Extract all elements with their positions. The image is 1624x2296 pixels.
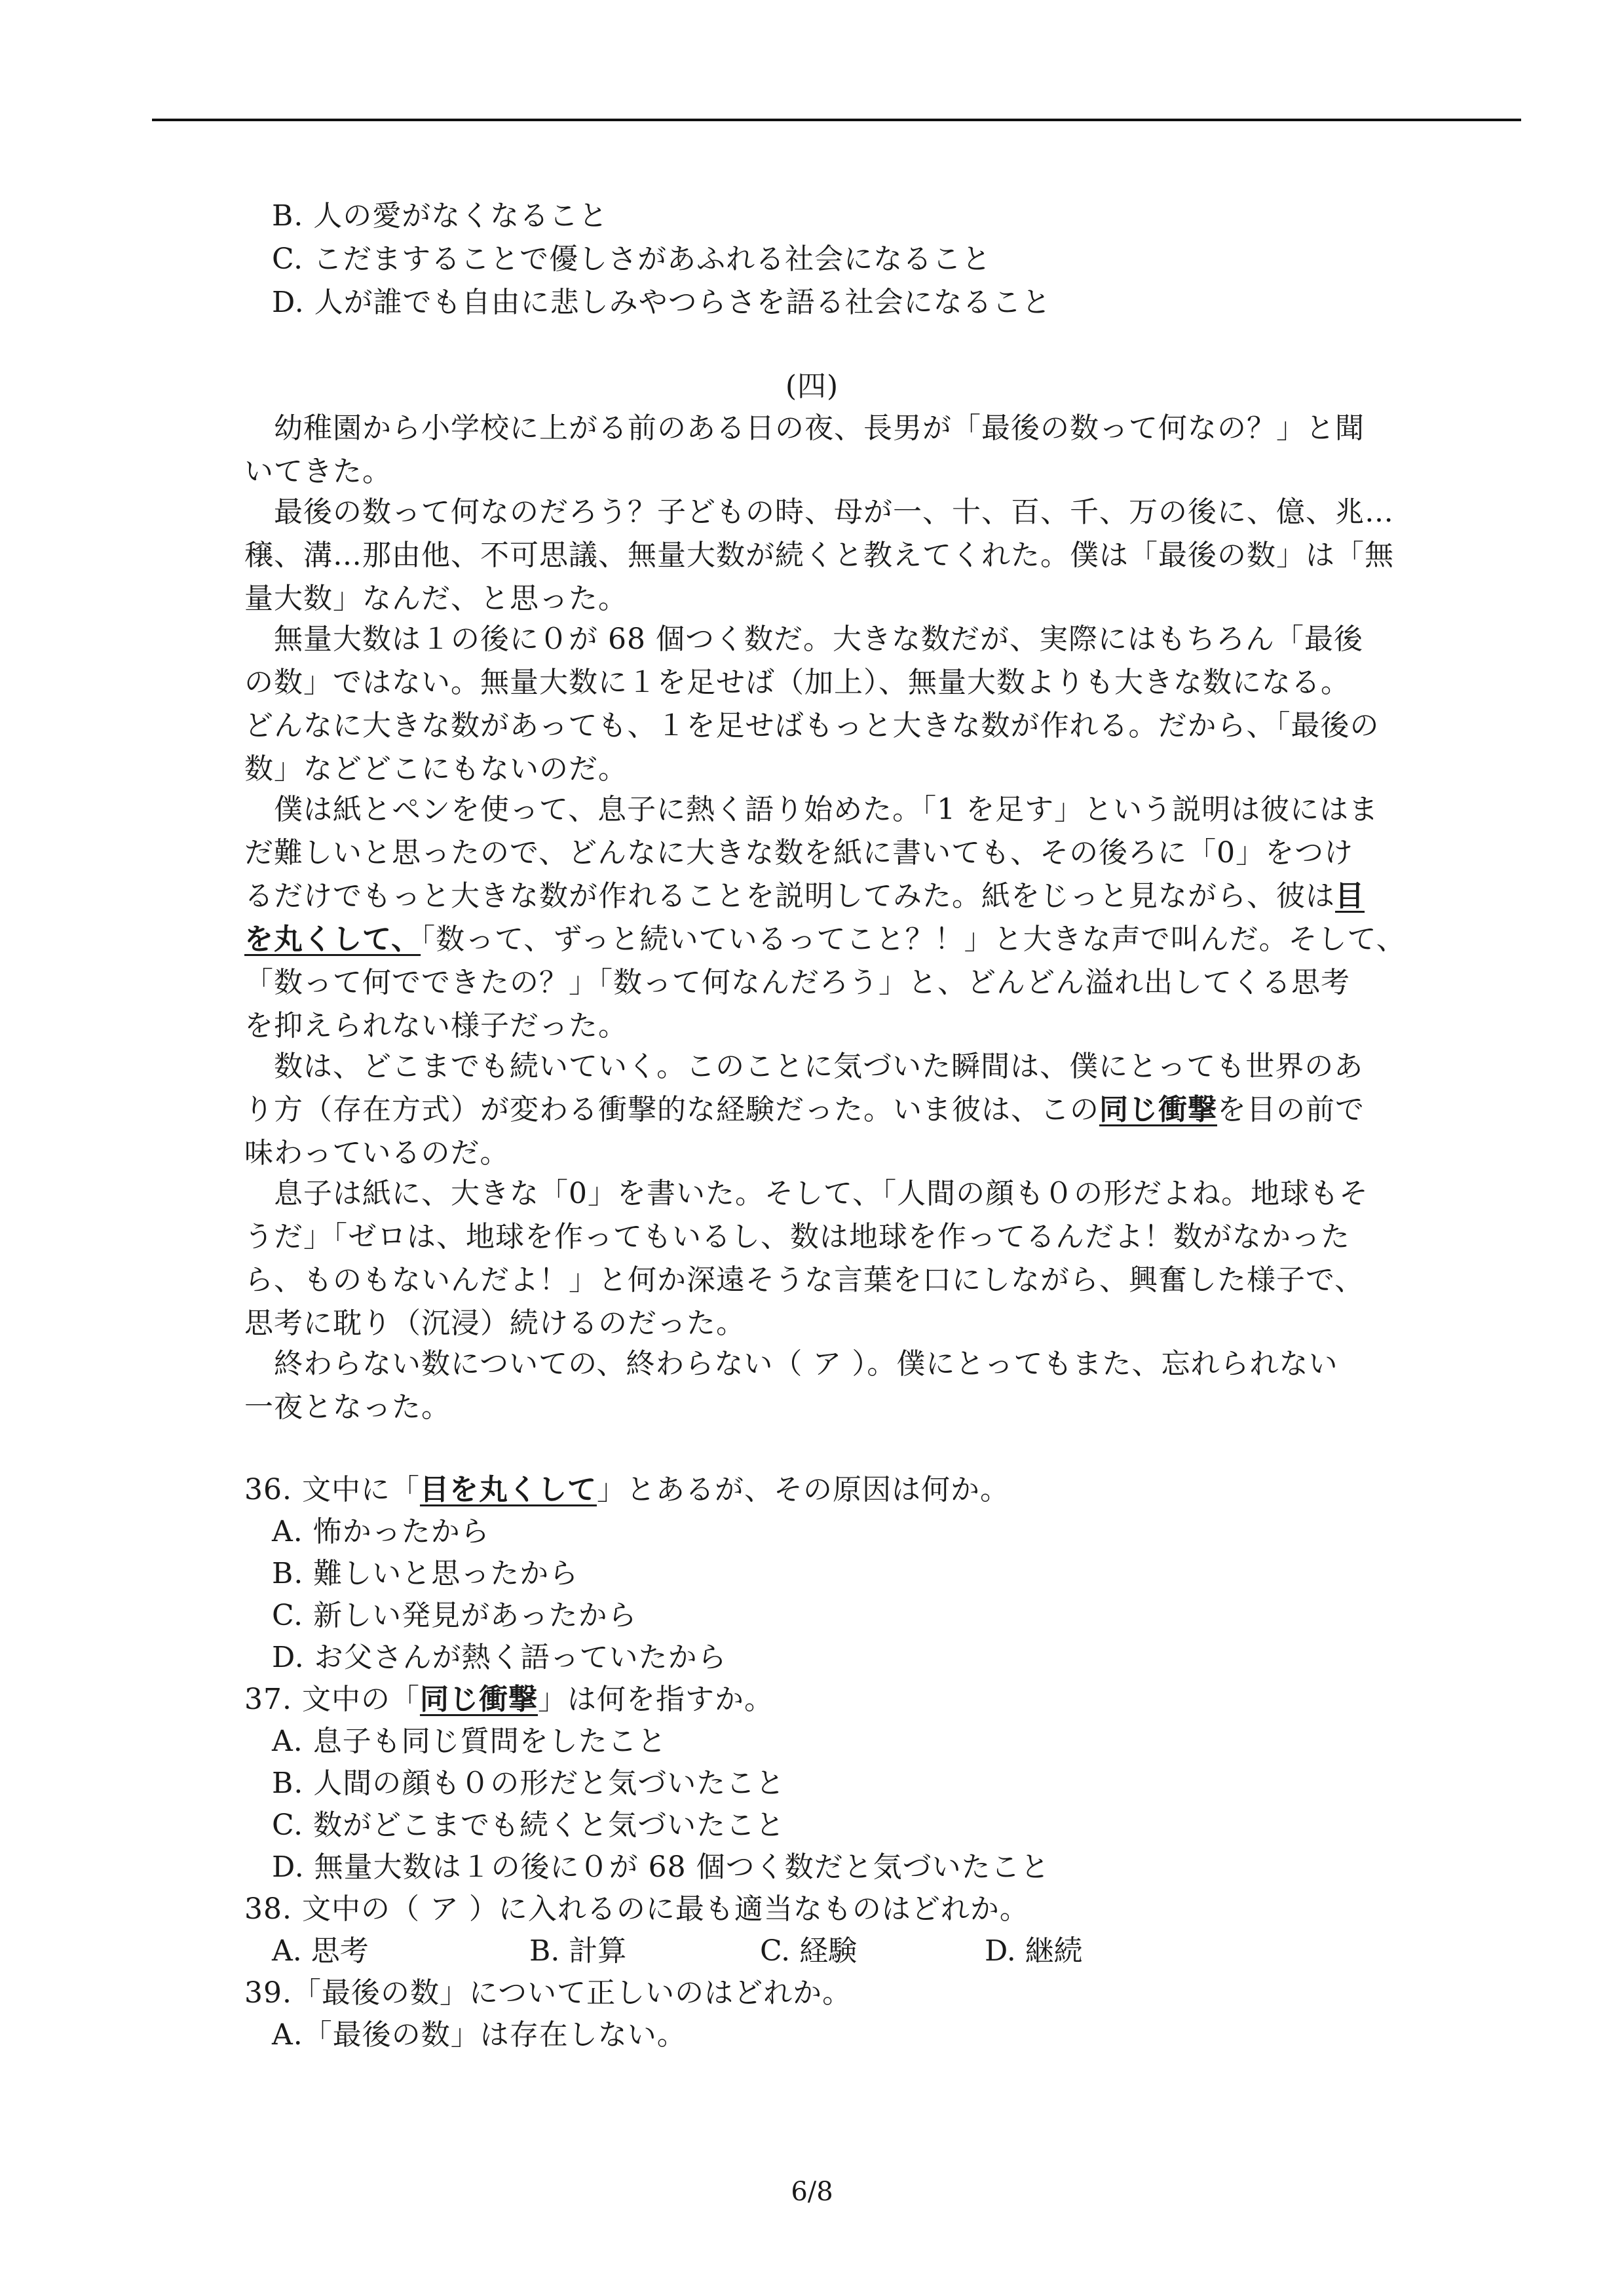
underlined-phrase: 目 [1335,879,1365,913]
q38-option-d[interactable]: D. 継続 [985,1934,1083,1968]
q39-option-a[interactable]: A.「最後の数」は存在しない。 [272,2018,687,2052]
passage-line [244,1090,1365,1130]
header-rule [152,119,1521,121]
passage-line: 「数って何でできたの？」「数って何なんだろう」と、どんどん溢れ出してくる思考 [244,966,1350,999]
passage-line: を抑えられない様子だった。 [244,1009,628,1043]
underlined-phrase: 目を丸くして [419,1473,597,1506]
q37-option-d[interactable]: D. 無量大数は１の後に０が 68 個つく数だと気づいたこと [272,1850,1050,1884]
question-text: 37. 文中の「 [244,1683,420,1716]
passage-text: るだけでもっと大きな数が作れることを説明してみた。紙をじっと見ながら、彼は [244,879,1335,913]
passage-line: うだ」「ゼロは、地球を作ってもいるし、数は地球を作ってるんだよ！数がなかった [244,1220,1350,1253]
passage-text: り方（存在方式）が変わる衝撃的な経験だった。いま彼は、この [244,1093,1099,1126]
q38-option-a[interactable]: A. 思考 [272,1934,369,1968]
passage-line: 終わらない数についての、終わらない（ ア ）。僕にとってもまた、忘れられない [274,1347,1338,1381]
passage-text: 「数って、ずっと続いているってこと？！」と大きな声で叫んだ。そして、 [421,923,1406,956]
question-39: 39.「最後の数」について正しいのはどれか。 [244,1976,852,2010]
underlined-phrase: 同じ衝撃 [1099,1093,1217,1126]
q36-option-d[interactable]: D. お父さんが熱く語っていたから [272,1641,727,1674]
q36-option-a[interactable]: A. 怖かったから [272,1515,490,1548]
passage-line: だ難しいと思ったので、どんなに大きな数を紙に書いても、その後ろに「0」をつけ [244,836,1354,870]
question-text: 」は何を指すか。 [537,1683,774,1716]
passage-text: を目の前で [1217,1093,1365,1126]
passage-line: 穣、溝…那由他、不可思議、無量大数が続くと教えてくれた。僕は「最後の数」は「無 [244,539,1394,572]
underlined-phrase: を丸くして、 [244,923,421,956]
passage-line [244,920,1406,959]
q38-option-c[interactable]: C. 経験 [760,1934,858,1968]
passage-line: の数」ではない。無量大数に１を足せば（加上）、無量大数よりも大きな数になる。 [244,666,1350,699]
passage-line: 思考に耽り（沉浸）続けるのだった。 [244,1307,746,1340]
passage-line [244,877,1365,916]
passage-line: ら、ものもないんだよ！」と何か深遠そうな言葉を口にしながら、興奮した様子で、 [244,1263,1365,1297]
question-text: 36. 文中に「 [244,1473,420,1506]
passage-line: 一夜となった。 [244,1390,451,1424]
passage-line: 味わっているのだ。 [244,1136,510,1170]
prev-option-d: D. 人が誰でも自由に悲しみやつらさを語る社会になること [272,286,1051,319]
passage-line: どんなに大きな数があっても、１を足せばもっと大きな数が作れる。だから、「最後の [244,709,1380,742]
prev-option-b: B. 人の愛がなくなること [272,199,609,233]
passage-line: 息子は紙に、大きな「0」を書いた。そして、「人間の顔も０の形だよね。地球もそ [274,1177,1369,1210]
prev-option-c: C. こだますることで優しさがあふれる社会になること [272,242,992,276]
underlined-phrase: 同じ衝撃 [419,1683,538,1716]
passage-line: 数」などどこにもないのだ。 [244,752,628,786]
q37-option-a[interactable]: A. 息子も同じ質問をしたこと [272,1725,667,1758]
passage-line: 僕は紙とペンを使って、息子に熱く語り始めた。「1 を足す」という説明は彼にはま [274,793,1379,826]
passage-line: いてきた。 [244,455,392,488]
question-text: 」とあるが、その原因は何か。 [596,1473,1010,1506]
section-heading: (四) [785,370,839,403]
q37-option-b[interactable]: B. 人間の顔も０の形だと気づいたこと [272,1767,785,1800]
page-number: 6/8 [791,2177,833,2207]
passage-line: 量大数」なんだ、と思った。 [244,582,628,615]
passage-line: 幼稚園から小学校に上がる前のある日の夜、長男が「最後の数って何なの？」と聞 [274,411,1365,445]
question-38: 38. 文中の（ ア ）に入れるのに最も適当なものはどれか。 [244,1892,1029,1926]
q37-option-c[interactable]: C. 数がどこまでも続くと気づいたこと [272,1808,785,1842]
passage-line: 最後の数って何なのだろう？子どもの時、母が一、十、百、千、万の後に、億、兆… [274,495,1394,529]
question-36 [244,1470,1010,1510]
question-37 [244,1680,774,1719]
passage-line: 無量大数は１の後に０が 68 個つく数だ。大きな数だが、実際にはもちろん「最後 [274,622,1363,656]
q36-option-b[interactable]: B. 難しいと思ったから [272,1557,579,1590]
q36-option-c[interactable]: C. 新しい発見があったから [272,1599,637,1632]
q38-option-b[interactable]: B. 計算 [529,1934,627,1968]
passage-line: 数は、どこまでも続いていく。このことに気づいた瞬間は、僕にとっても世界のあ [274,1050,1364,1083]
